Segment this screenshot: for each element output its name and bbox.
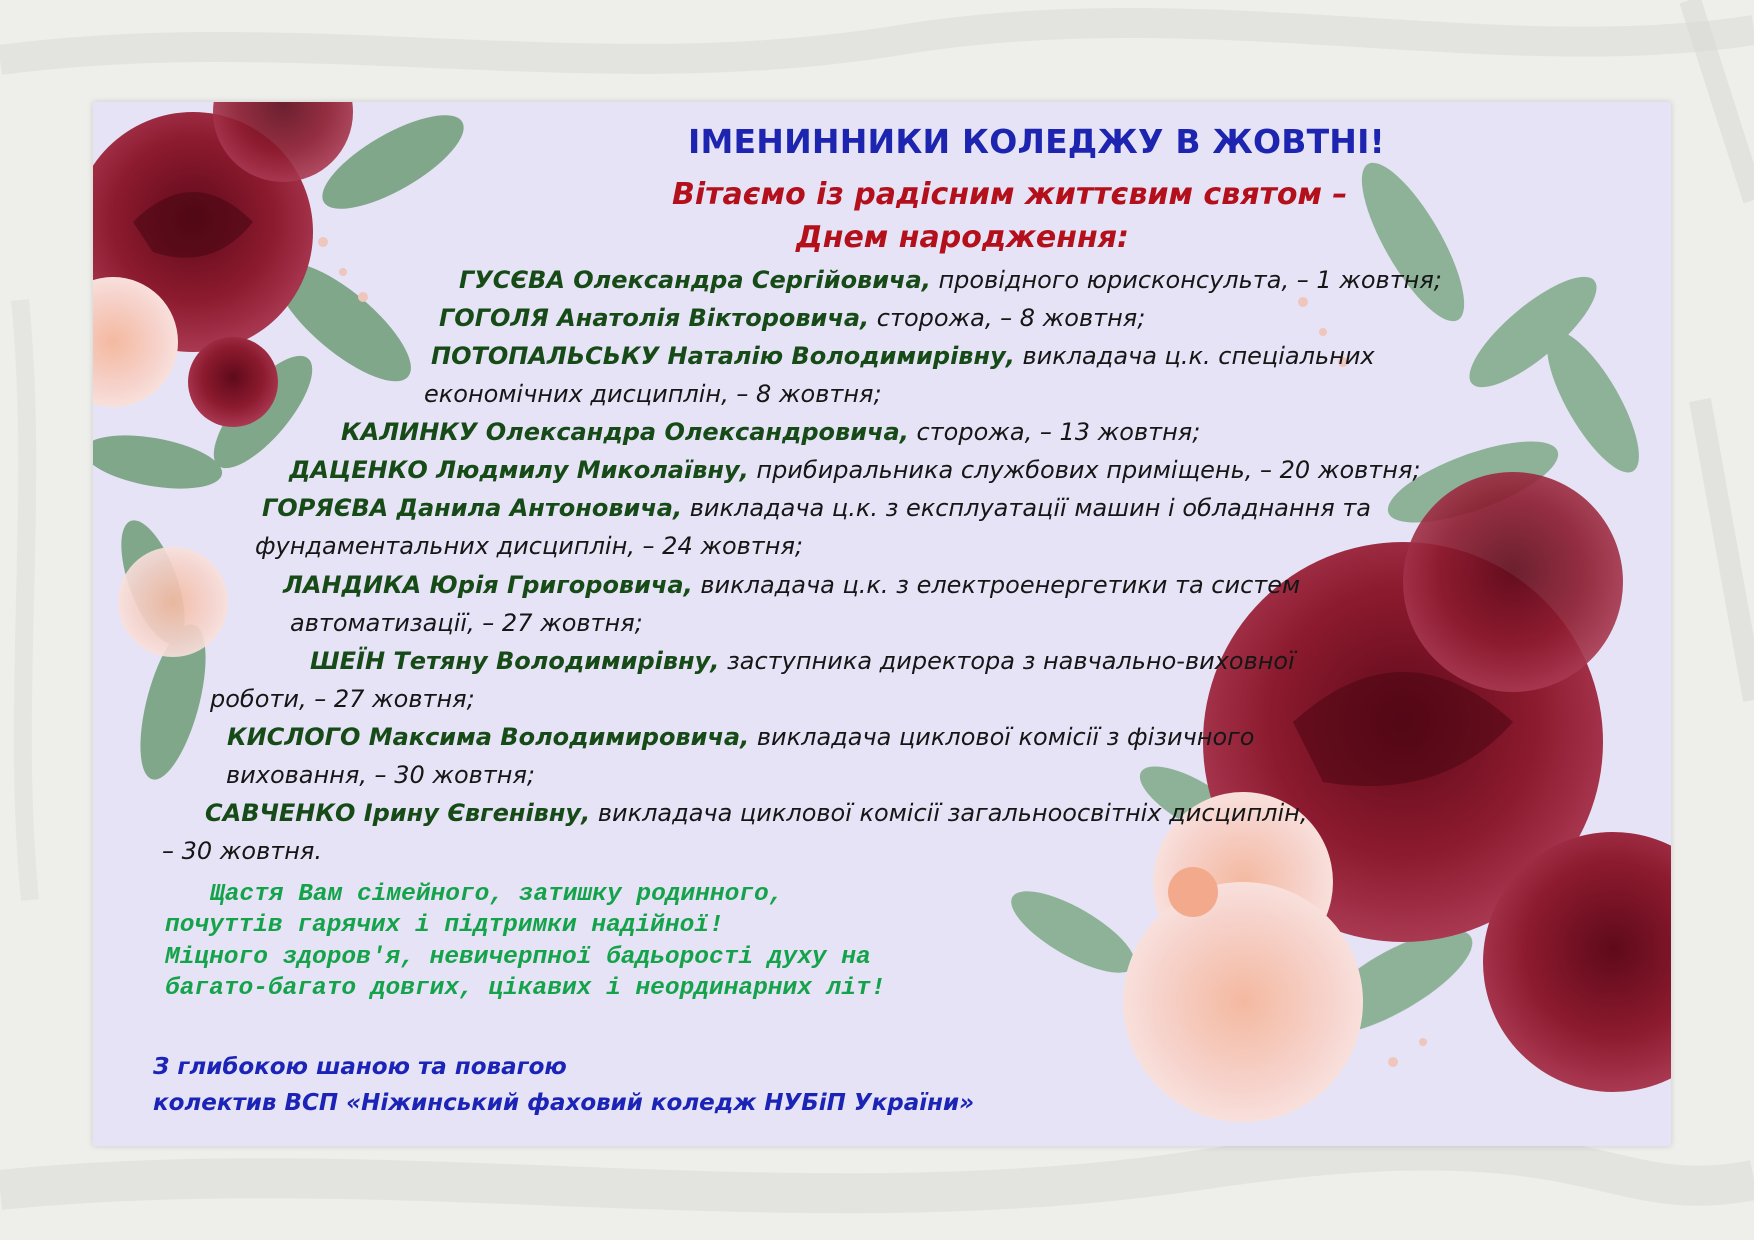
wish-line: Міцного здоров'я, невичерпної бадьорості духу на bbox=[165, 944, 871, 971]
list-item-continuation: виховання, – 30 жовтня; bbox=[226, 761, 535, 789]
list-item: КАЛИНКУ Олександра Олександровича, сторожа, – 13 жовтня; bbox=[341, 418, 1201, 446]
list-item-continuation: фундаментальних дисциплін, – 24 жовтня; bbox=[255, 532, 803, 560]
list-item: ДАЦЕНКО Людмилу Миколаївну, прибиральника службових приміщень, – 20 жовтня; bbox=[289, 456, 1421, 484]
signature-line-1: З глибокою шаною та повагою bbox=[153, 1054, 567, 1080]
list-item: САВЧЕНКО Ірину Євгенівну, викладача циклової комісії загальноосвітніх дисциплін, bbox=[205, 799, 1308, 827]
list-item: ШЕЇН Тетяну Володимирівну, заступника директора з навчально-виховної bbox=[310, 647, 1295, 675]
list-item: ГУСЄВА Олександра Сергійовича, провідного юрисконсульта, – 1 жовтня; bbox=[459, 266, 1442, 294]
page-title: ІМЕНИННИКИ КОЛЕДЖУ В ЖОВТНІ! bbox=[688, 122, 1385, 161]
greeting-line-1: Вітаємо із радісним життєвим святом – bbox=[672, 177, 1348, 212]
list-item: КИСЛОГО Максима Володимировича, викладача циклової комісії з фізичного bbox=[227, 723, 1255, 751]
greeting-line-2: Днем народження: bbox=[796, 220, 1129, 255]
list-item: ЛАНДИКА Юрія Григоровича, викладача ц.к. з електроенергетики та систем bbox=[283, 571, 1301, 599]
list-item-continuation: роботи, – 27 жовтня; bbox=[210, 685, 475, 713]
list-item: ГОГОЛЯ Анатолія Вікторовича, сторожа, – 8 жовтня; bbox=[439, 304, 1146, 332]
wish-line: багато-багато довгих, цікавих і неординарних літ! bbox=[165, 975, 886, 1002]
list-item: ПОТОПАЛЬСЬКУ Наталію Володимирівну, викладача ц.к. спеціальних bbox=[431, 342, 1375, 370]
wish-line: Щастя Вам сімейного, затишку родинного, bbox=[210, 881, 784, 908]
list-item-continuation: – 30 жовтня. bbox=[162, 837, 322, 865]
signature-line-2: колектив ВСП «Ніжинський фаховий коледж НУБіП України» bbox=[153, 1090, 975, 1116]
list-item-continuation: автоматизації, – 27 жовтня; bbox=[290, 609, 643, 637]
list-item: ГОРЯЄВА Данила Антоновича, викладача ц.к. з експлуатації машин і обладнання та bbox=[262, 494, 1371, 522]
wish-line: почуттів гарячих і підтримки надійної! bbox=[165, 912, 724, 939]
list-item-continuation: економічних дисциплін, – 8 жовтня; bbox=[424, 380, 882, 408]
